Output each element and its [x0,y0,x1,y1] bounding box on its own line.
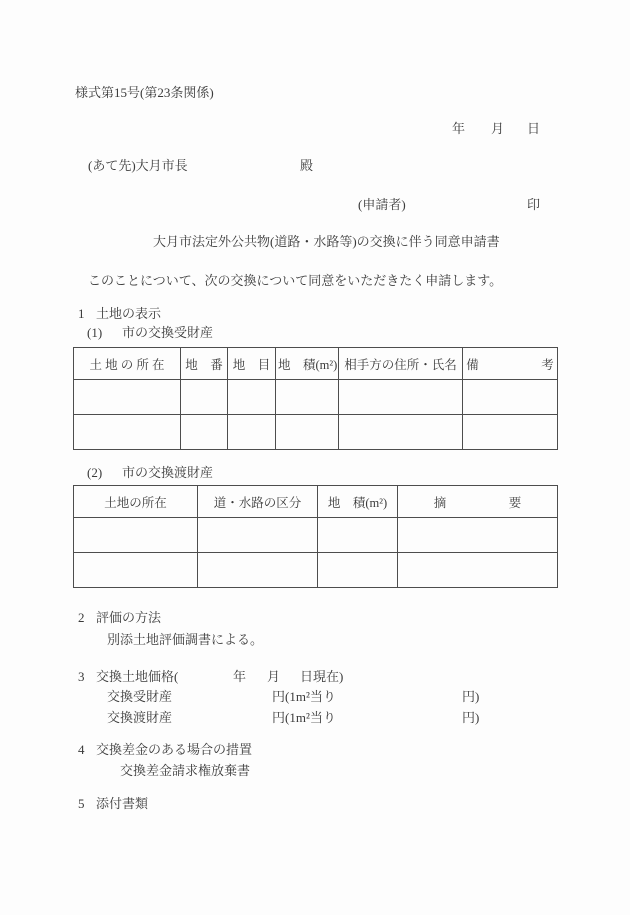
section3-day-suffix: 日現在) [300,669,344,684]
table-cell [318,518,398,553]
given-property-yen-per: 円(1m²当り [272,710,336,725]
date-year-label: 年 [452,121,466,136]
table-row [74,415,558,450]
received-property-yen-close: 円) [462,689,480,704]
form-number: 様式第15号(第23条関係) [75,85,214,100]
header-counterparty: 相手方の住所・氏名 [339,348,463,380]
table-header-row [74,486,558,518]
table-cell [398,518,558,553]
section1-sub2-number: (2) [87,465,103,480]
table-cell [74,518,198,553]
table-cell [339,415,463,450]
exchange-given-property-table [73,485,558,588]
given-property-price-label: 交換渡財産 [107,710,173,725]
section3-month-label: 月 [267,669,281,684]
section2-label: 評価の方法 [96,610,162,625]
table-cell [318,553,398,588]
section2-number: 2 [78,610,85,625]
section1-number: 1 [78,306,85,321]
addressee: (あて先)大月市長 [88,158,188,173]
section2-detail: 別添土地評価調書による。 [107,632,264,647]
section4-number: 4 [78,742,85,757]
table-cell [181,415,228,450]
section3-label: 交換土地価格( [96,669,179,684]
given-property-yen-close: 円) [462,710,480,725]
table-row [74,380,558,415]
section3-number: 3 [78,669,85,684]
table-row [74,553,558,588]
applicant-label: (申請者) [358,197,406,212]
table-cell [463,380,558,415]
document-title: 大月市法定外公共物(道路・水路等)の交換に伴う同意申請書 [153,234,500,249]
table-cell [339,380,463,415]
seal-label: 印 [527,197,541,212]
section1-sub1-label: 市の交換受財産 [122,325,214,340]
exchange-received-property-table [73,347,558,450]
header-land-location: 土 地 の 所 在 [74,348,181,380]
header-land-category: 地 目 [228,348,276,380]
header-land-area: 地 積(m²) [318,486,398,518]
header-land-location: 土地の所在 [74,486,198,518]
section3-year-label: 年 [233,669,247,684]
header-land-area: 地 積(m²) [276,348,339,380]
table-cell [398,553,558,588]
table-cell [276,415,339,450]
table-cell [74,415,181,450]
table-cell [74,380,181,415]
table-cell [228,415,276,450]
addressee-honorific: 殿 [300,158,314,173]
header-road-water-class: 道・水路の区分 [198,486,318,518]
section5-label: 添付書類 [96,796,149,811]
table-cell [198,553,318,588]
header-lot-number: 地 番 [181,348,228,380]
table-cell [228,380,276,415]
section1-label: 土地の表示 [96,306,162,321]
table-cell [276,380,339,415]
date-month-label: 月 [491,121,505,136]
table-cell [74,553,198,588]
table-cell [181,380,228,415]
intro-text: このことについて、次の交換について同意をいただきたく申請します。 [88,273,503,288]
received-property-yen-per: 円(1m²当り [272,689,336,704]
table-cell [198,518,318,553]
received-property-price-label: 交換受財産 [107,689,173,704]
table-header-row [74,348,558,380]
date-day-label: 日 [527,121,541,136]
section4-detail: 交換差金請求権放棄書 [120,763,251,778]
section1-sub1-number: (1) [87,325,103,340]
section5-number: 5 [78,796,85,811]
table-cell [463,415,558,450]
table-row [74,518,558,553]
header-remarks: 備 考 [463,348,558,380]
header-summary: 摘 要 [398,486,558,518]
section1-sub2-label: 市の交換渡財産 [122,465,214,480]
section4-label: 交換差金のある場合の措置 [96,742,253,757]
